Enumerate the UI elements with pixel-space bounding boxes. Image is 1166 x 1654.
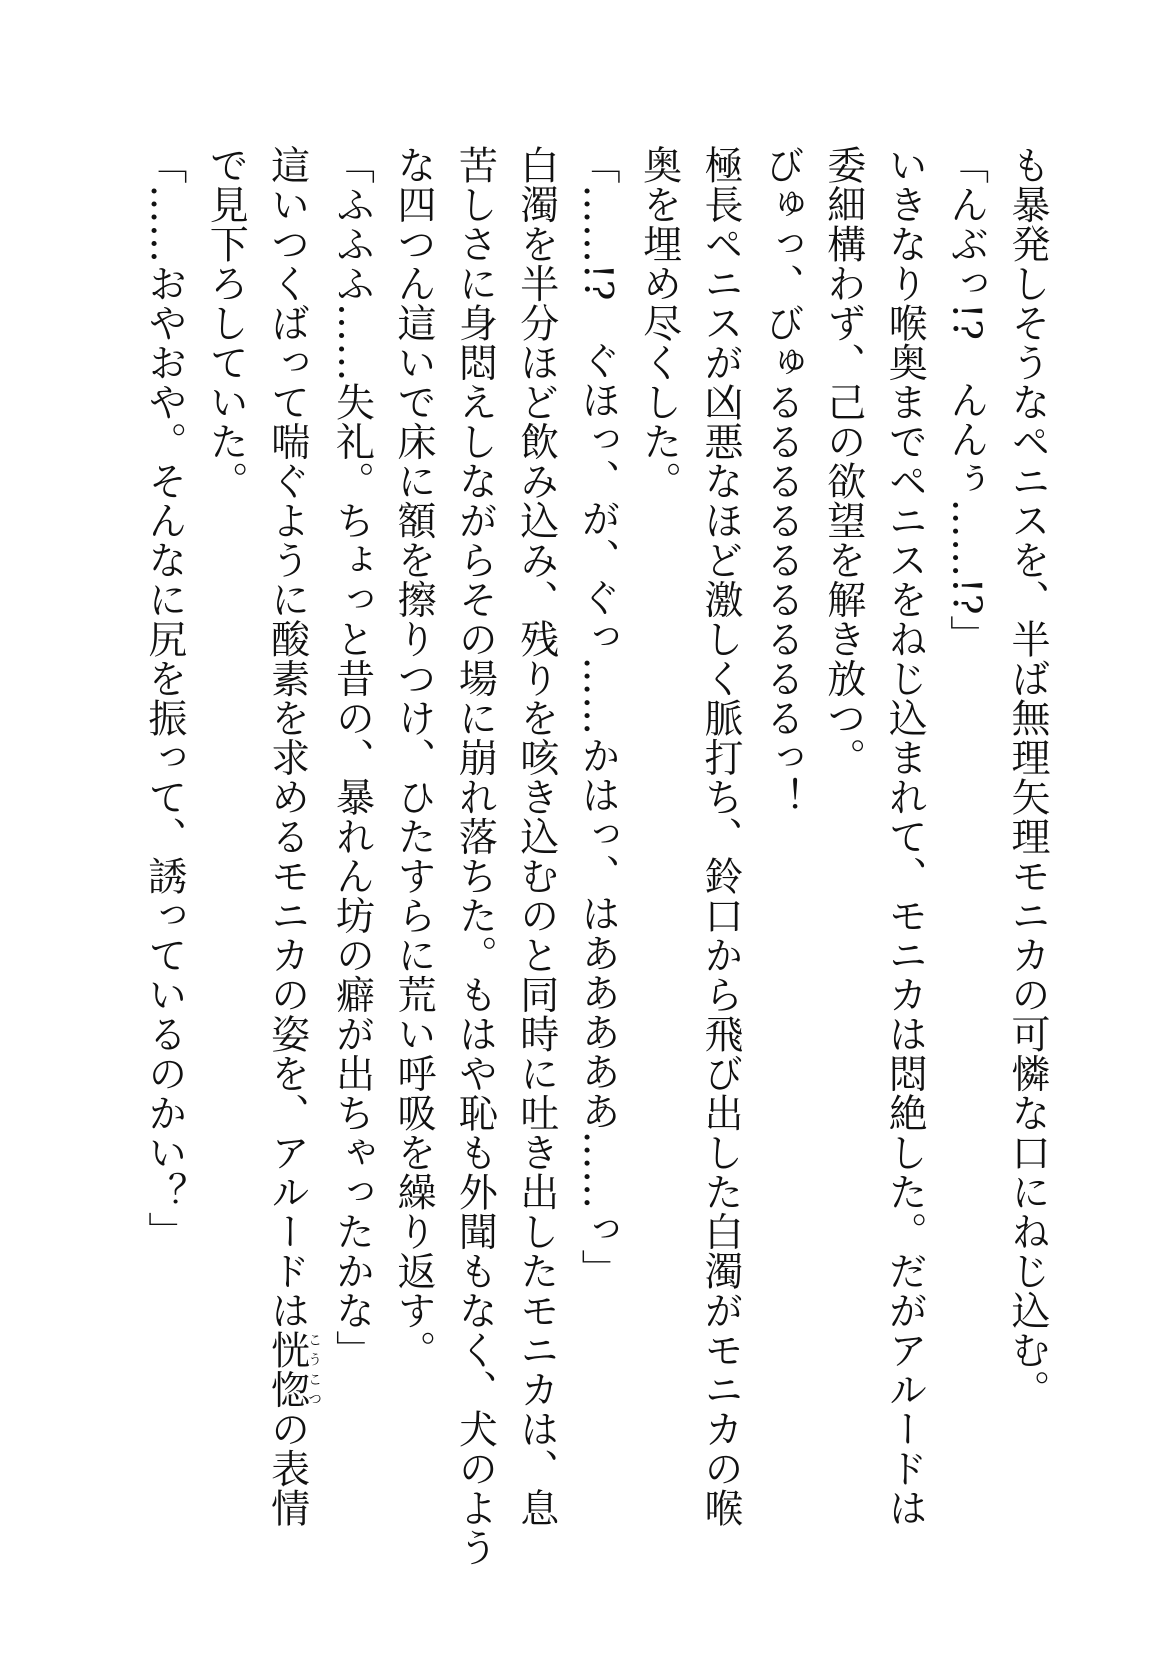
furigana-word <box>264 1330 323 1409</box>
text-line-13-after: の表情 <box>264 1409 310 1528</box>
text-line-3: いきなり喉奥までペニスをねじ込まれて、モニカは悶絶した。だがアルードは <box>882 145 928 1528</box>
text-line-14: で見下ろしていた。 <box>203 145 249 501</box>
text-line-15: 「……おやおや。そんなに尻を振って、誘っているのかい？」 <box>141 145 187 1251</box>
text-line-5: びゅっ、びゅるるるるるるるるるっ！ <box>759 145 805 817</box>
furigana-reading: こうこつ <box>306 1330 323 1409</box>
text-line-2: 「んぶっ!? んんぅ……!?」 <box>943 145 989 655</box>
text-line-7: 奥を埋め尽くした。 <box>636 145 682 501</box>
text-line-9: 白濁を半分ほど飲み込み、残りを咳き込むのと同時に吐き出したモニカは、息 <box>513 145 559 1528</box>
text-line-13 <box>256 145 321 1605</box>
text-line-6: 極長ペニスが凶悪なほど激しく脈打ち、鈴口から飛び出した白濁がモニカの喉 <box>697 145 743 1528</box>
text-line-10: 苦しさに身悶えしながらその場に崩れ落ちた。もはや恥も外聞もなく、犬のよう <box>452 145 498 1567</box>
text-line-1: も暴発しそうなペニスを、半ば無理矢理モニカの可憐な口にねじ込む。 <box>1005 145 1050 1409</box>
furigana-base: 恍惚 <box>264 1330 310 1409</box>
vertical-text-body <box>133 145 1058 1605</box>
text-line-11: な四つん這いで床に額を擦りつけ、ひたすらに荒い呼吸を繰り返す。 <box>390 145 436 1370</box>
text-line-12: 「ふふふ……失礼。ちょっと昔の、暴れん坊の癖が出ちゃったかな」 <box>329 145 375 1370</box>
text-line-8: 「……!? ぐほっ、が、ぐっ……かはっ、はあああああ……っ」 <box>575 145 621 1289</box>
text-line-4: 委細構わず、己の欲望を解き放つ。 <box>820 145 866 777</box>
text-line-13-before: 這いつくばって喘ぐように酸素を求めるモニカの姿を、アルードは <box>264 145 310 1330</box>
